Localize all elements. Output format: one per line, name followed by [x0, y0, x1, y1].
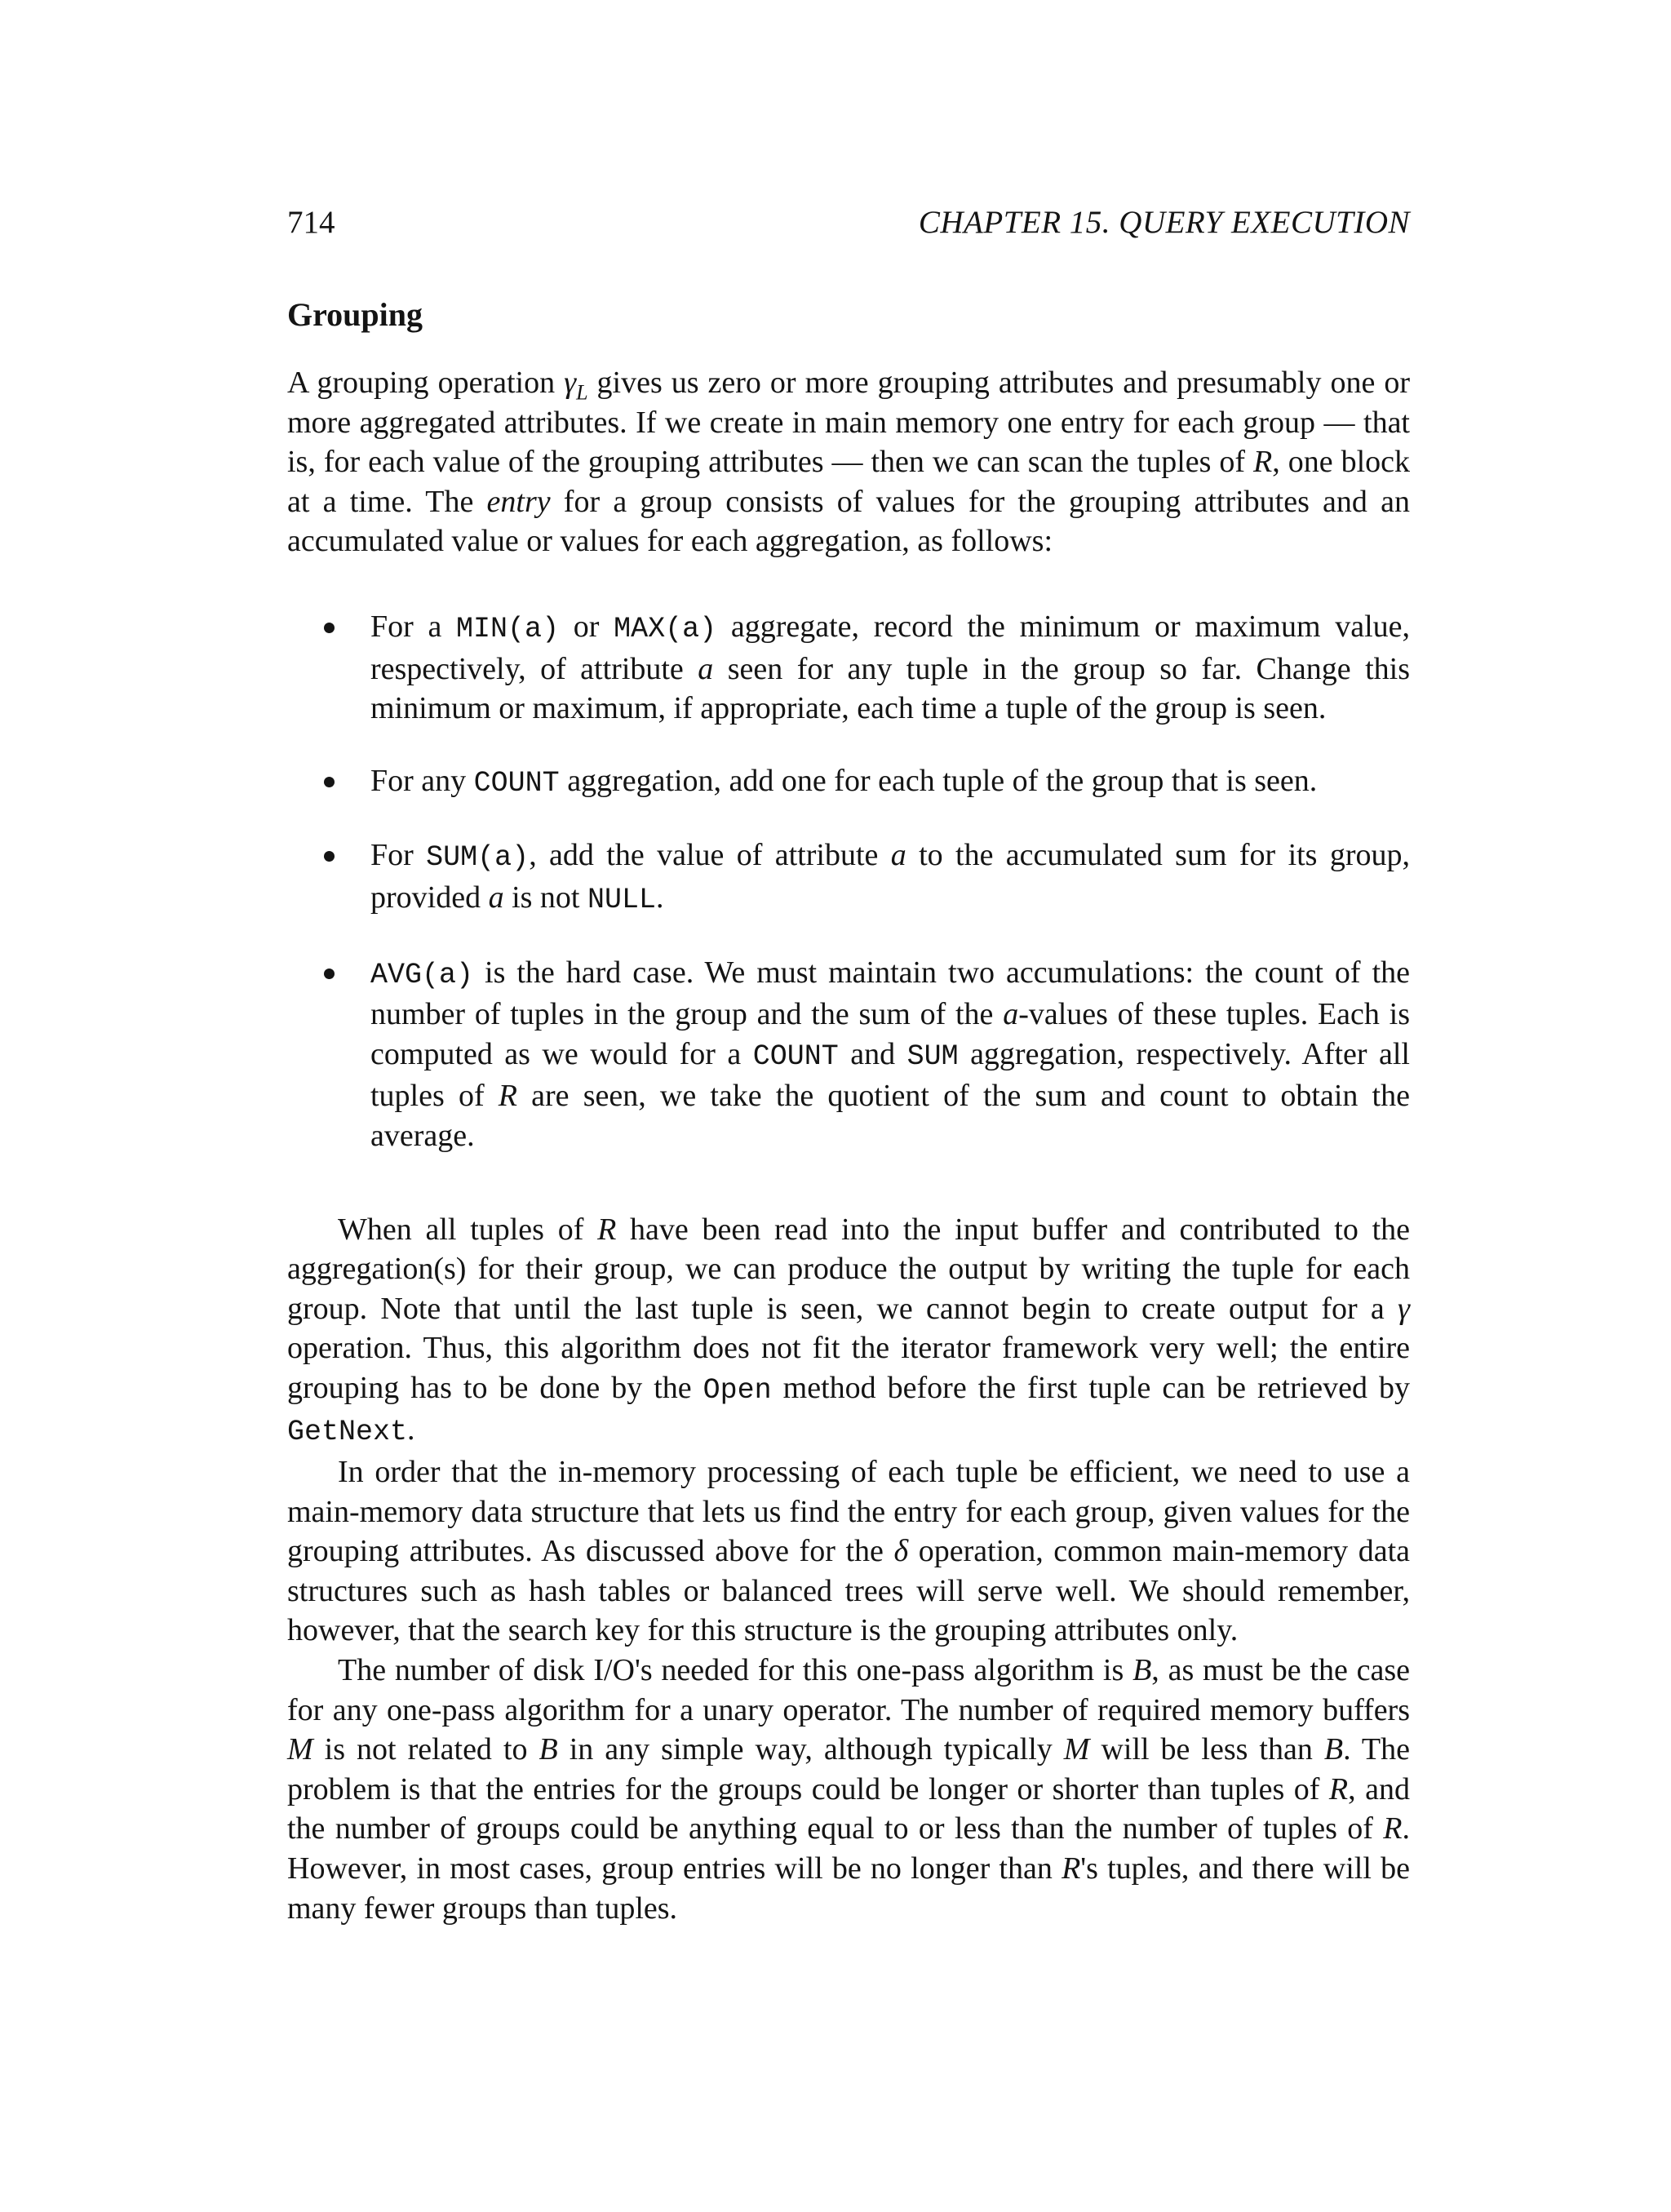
page-body: [287, 295, 1410, 1928]
gamma-symbol: γ: [1398, 1291, 1410, 1326]
delta-symbol: δ: [893, 1534, 909, 1569]
bullet-icon: [324, 969, 335, 979]
aggregation-list: [287, 607, 1410, 1156]
intro-paragraph: A grouping operation $\gamma_L$ gives us zero or more grouping attributes and presumably one or more aggregated attributes. If we create in main memory one entry for each group — that is, for each value of the grouping attributes — then we can scan the tuples of R, one block at a time. The entry for a group consists of values for the grouping attributes and an accumulated value or values for each aggregation, as follows:: [287, 366, 1410, 559]
body-paragraph-cost: The number of disk I/O's needed for this one-pass algorithm is B, as must be the case for any one-pass algorithm for a unary operator. The number of required memory buffers M is not related to B in any simple way, although typically M will be less than B. The problem is that the entries for the groups could be longer or shorter than tuples of R, and the number of groups could be anything equal to or less than the number of tuples of R. However, in most cases, group entries will be no longer than R's tuples, and there will be many fewer groups than tuples.: [287, 1653, 1410, 1926]
bullet-icon: [324, 623, 335, 633]
gamma-symbol: γ: [564, 366, 577, 400]
section-title: Grouping: [287, 296, 423, 333]
list-item-min-max: For a MIN(a) or MAX(a) aggregate, record the minimum or maximum value, respectively, of attribute a seen for any tuple in the group so far. Change this minimum or maximum, if appropriate, each time a tuple of the group is seen.: [287, 607, 1410, 729]
body-paragraph-data-structure: In order that the in-memory processing of each tuple be efficient, we need to use a main-memory data structure that lets us find the entry for each group, given values for the grouping attributes. As discussed above for the δ operation, common main-memory data structures such as hash tables or balanced trees will serve well. We should remember, however, that the search key for this structure is the grouping attributes only.: [287, 1455, 1410, 1648]
list-item-count: For any COUNT aggregation, add one for each tuple of the group that is seen.: [287, 761, 1410, 804]
bullet-icon: [324, 777, 335, 787]
bullet-icon: [324, 851, 335, 862]
running-head: CHAPTER 15. QUERY EXECUTION: [918, 205, 1410, 240]
body-paragraph-output: When all tuples of R have been read into the input buffer and contributed to the aggregation(s) for their group, we can produce the output by writing the tuple for each group. Note that until the last tuple is seen, we cannot begin to create output for a γ operation. Thus, this algorithm does not fit the iterator framework very well; the entire grouping has to be done by the Open method before the first tuple can be retrieved by GetNext.: [287, 1212, 1410, 1449]
list-item-sum: For SUM(a), add the value of attribute a to the accumulated sum for its group, provided a is not NULL.: [287, 836, 1410, 920]
list-item-avg: AVG(a) is the hard case. We must maintain two accumulations: the count of the number of tuples in the group and the sum of the a-values of these tuples. Each is computed as we would for a COUNT and SUM aggregation, respectively. After all tuples of R are seen, we take the quotient of the sum and count to obtain the average.: [287, 953, 1410, 1156]
page-number: 714: [287, 205, 335, 240]
page-header: [287, 204, 1410, 241]
